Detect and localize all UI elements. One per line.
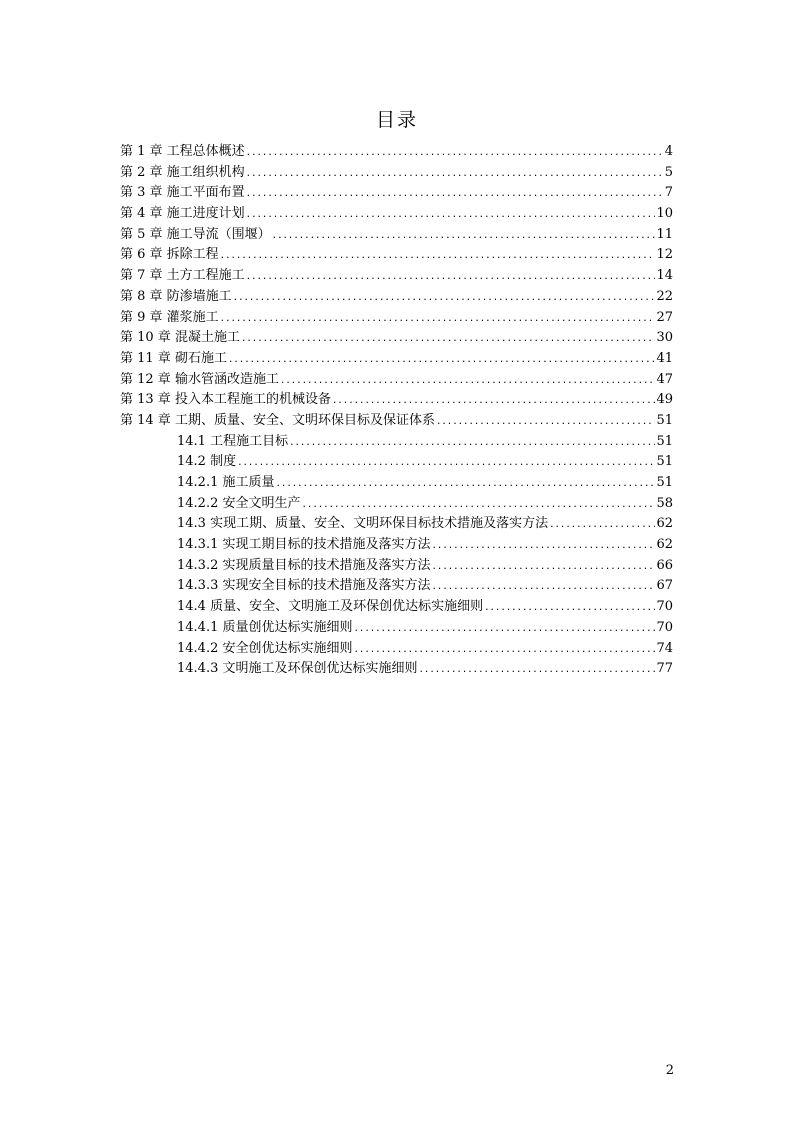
toc-entry-page: 10 [656,206,673,222]
toc-subentry[interactable] [177,514,673,535]
toc-entry[interactable] [120,370,673,391]
toc-entry-label: 14.2.2 安全文明生产 [177,494,301,515]
toc-entry-page: 67 [656,578,673,594]
toc-entry-page: 11 [656,226,673,242]
toc-entry-label: 第 1 章 工程总体概述 [120,142,246,163]
toc-entry-page: 5 [664,164,673,180]
toc-entry-label: 第 14 章 工期、质量、安全、文明环保目标及保证体系 [120,411,436,432]
table-of-contents [120,142,673,680]
dot-leader [436,412,656,433]
dot-leader [233,288,656,309]
toc-entry[interactable] [120,266,673,287]
toc-entry-page: 70 [656,619,673,635]
dot-leader [228,350,656,371]
toc-entry-label: 14.2.1 施工质量 [177,473,275,494]
toc-entry-label: 14.4.1 质量创优达标实施细则 [177,618,353,639]
dot-leader [241,329,656,350]
toc-entry[interactable] [120,349,673,370]
dot-leader [353,619,655,640]
dot-leader [431,557,655,578]
toc-entry-label: 第 13 章 投入本工程施工的机械设备 [120,390,332,411]
toc-entry[interactable] [120,163,673,184]
toc-subentry[interactable] [177,452,673,473]
toc-entry-label: 14.3 实现工期、质量、安全、文明环保目标技术措施及落实方法 [177,514,549,535]
toc-entry-page: 47 [656,371,673,387]
dot-leader [246,267,656,288]
dot-leader [246,164,664,185]
toc-entry-page: 51 [656,454,673,470]
dot-leader [220,309,656,330]
toc-subentry[interactable] [177,494,673,515]
toc-entry-page: 27 [656,309,673,325]
toc-entry-page: 58 [656,495,673,511]
dot-leader [272,226,656,247]
toc-entry-page: 51 [656,433,673,449]
dot-leader [484,598,655,619]
dot-leader [301,495,655,516]
dot-leader [431,536,655,557]
toc-entry-label: 第 10 章 混凝土施工 [120,328,241,349]
toc-entry[interactable] [120,287,673,308]
toc-entry-page: 49 [656,392,673,408]
toc-subentry[interactable] [177,576,673,597]
toc-subentry[interactable] [177,618,673,639]
toc-entry-page: 51 [656,412,673,428]
dot-leader [431,577,655,598]
toc-entry-label: 第 8 章 防渗墙施工 [120,287,233,308]
dot-leader [220,246,656,267]
dot-leader [246,143,664,164]
toc-entry-page: 77 [656,661,673,677]
toc-entry-page: 30 [656,330,673,346]
dot-leader [549,515,655,536]
dot-leader [332,391,656,412]
toc-entry[interactable] [120,411,673,432]
dot-leader [289,433,655,454]
toc-entry-page: 62 [656,537,673,553]
toc-subentry[interactable] [177,659,673,680]
toc-entry-page: 4 [664,144,673,159]
toc-entry-label: 14.3.2 实现质量目标的技术措施及落实方法 [177,556,431,577]
toc-entry-label: 第 6 章 拆除工程 [120,245,220,266]
toc-title: 目录 [375,109,418,131]
toc-entry[interactable] [120,142,673,163]
toc-entry-label: 第 11 章 砌石施工 [120,349,228,370]
toc-entry-page: 7 [664,185,673,201]
toc-entry-page: 66 [656,557,673,573]
toc-subentry[interactable] [177,597,673,618]
dot-leader [246,205,656,226]
toc-entry-label: 第 9 章 灌浆施工 [120,308,220,329]
toc-entry[interactable] [120,204,673,225]
dot-leader [246,184,664,205]
toc-entry-label: 14.2 制度 [177,452,237,473]
toc-entry-label: 第 12 章 输水管涵改造施工 [120,370,280,391]
toc-entry-label: 14.4 质量、安全、文明施工及环保创优达标实施细则 [177,597,484,618]
toc-subentry[interactable] [177,473,673,494]
toc-entry-label: 第 4 章 施工进度计划 [120,204,246,225]
toc-entry-label: 14.3.1 实现工期目标的技术措施及落实方法 [177,535,431,556]
toc-entry-page: 74 [656,640,673,656]
toc-entry-label: 14.4.3 文明施工及环保创优达标实施细则 [177,659,418,680]
toc-subentry[interactable] [177,535,673,556]
toc-entry-page: 14 [656,268,673,284]
page-number: 2 [665,1063,674,1078]
toc-entry-page: 41 [656,350,673,366]
toc-entry-label: 14.4.2 安全创优达标实施细则 [177,639,353,660]
toc-entry-page: 12 [656,247,673,263]
toc-entry-page: 62 [656,516,673,532]
dot-leader [275,474,655,495]
toc-entry-label: 14.1 工程施工目标 [177,432,289,453]
toc-entry[interactable] [120,183,673,204]
toc-entry-page: 51 [656,475,673,490]
toc-entry-label: 第 2 章 施工组织机构 [120,163,246,184]
toc-entry-page: 22 [656,288,673,304]
toc-subentry[interactable] [177,639,673,660]
dot-leader [418,660,655,681]
toc-entry[interactable] [120,328,673,349]
dot-leader [237,453,655,474]
dot-leader [353,640,655,661]
toc-entry-label: 第 5 章 施工导流（围堰） [120,225,272,246]
toc-entry-label: 第 7 章 土方工程施工 [120,266,246,287]
toc-entry-label: 第 3 章 施工平面布置 [120,183,246,204]
toc-entry[interactable] [120,308,673,329]
toc-entry-page: 70 [656,599,673,615]
toc-entry[interactable] [120,225,673,246]
toc-entry[interactable] [120,390,673,411]
toc-subentry[interactable] [177,556,673,577]
toc-entry[interactable] [120,245,673,266]
toc-entry-label: 14.3.3 实现安全目标的技术措施及落实方法 [177,576,431,597]
toc-subentry[interactable] [177,432,673,453]
dot-leader [280,371,656,392]
